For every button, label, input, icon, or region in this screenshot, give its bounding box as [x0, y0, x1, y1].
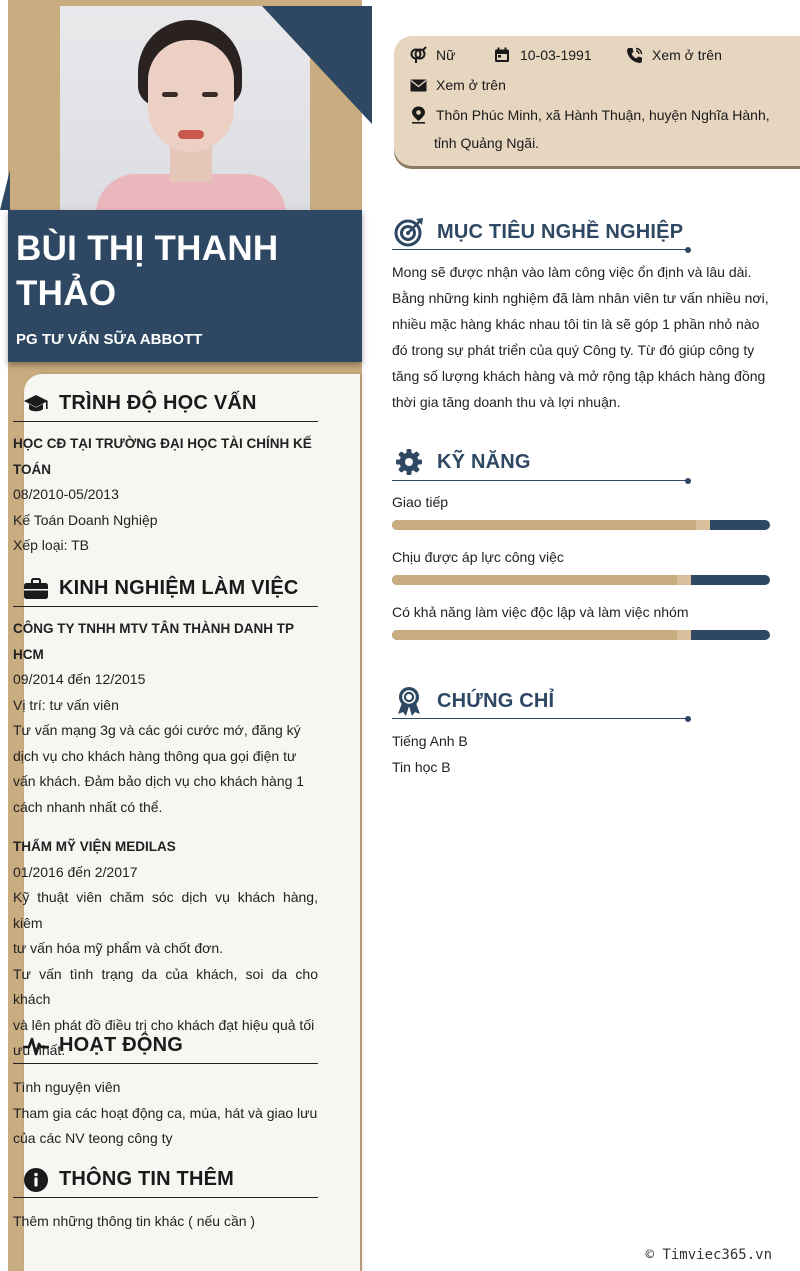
graduation-cap-icon: [21, 389, 51, 419]
activity-line: Tham gia các hoạt động ca, múa, hát và giao lưu: [13, 1104, 318, 1121]
skill-bar-fill: [392, 520, 706, 530]
education-header: [13, 386, 318, 422]
birthday-value: 10-03-1991: [520, 47, 592, 63]
job-desc-line: vấn khách. Đảm bảo dịch vụ cho khách hàng 1: [13, 773, 305, 789]
job-desc-line: tư vấn hóa mỹ phẩm và chốt đơn.: [13, 940, 223, 956]
more-info-body: [13, 1209, 318, 1235]
phone-value: Xem ở trên: [652, 47, 722, 63]
info-icon: [21, 1165, 51, 1195]
footer-copyright: © Timviec365.vn: [645, 1247, 772, 1263]
address-line2: tỉnh Quảng Ngãi.: [434, 135, 540, 151]
skills-divider: [392, 480, 688, 481]
contact-address: [408, 105, 770, 125]
award-icon: [392, 684, 426, 718]
objective-header: [392, 215, 692, 249]
contact-birthday: [492, 45, 592, 65]
education-period: 08/2010-05/2013: [13, 486, 119, 502]
skill-bar: [392, 575, 770, 585]
photo-corner-ribbon: [262, 6, 372, 124]
activity-line: của các NV teong công ty: [13, 1130, 173, 1146]
contact-address-cont: [434, 135, 539, 151]
activities-header: [13, 1028, 318, 1064]
job-position: Vị trí: tư vấn viên: [13, 696, 119, 713]
skill-label: Có khả năng làm việc độc lập và làm việc nhóm: [392, 604, 689, 620]
education-body: [13, 431, 318, 559]
skill-bar-fill: [392, 575, 687, 585]
pulse-icon: [21, 1031, 51, 1061]
skills-header: [392, 445, 692, 479]
certificate-item: Tin học B: [392, 759, 451, 775]
phone-icon: [624, 45, 644, 65]
education-title: TRÌNH ĐỘ HỌC VẤN: [59, 392, 257, 414]
name-header: [8, 210, 362, 362]
job-desc-line: Kỹ thuật viên chăm sóc dịch vụ khách hàng, kiêm: [13, 889, 318, 931]
briefcase-icon: [21, 574, 51, 604]
activities-title: HOẠT ĐỘNG: [59, 1034, 184, 1056]
decorative-fold: [0, 170, 10, 210]
certificate-item: Tiếng Anh B: [392, 733, 468, 749]
more-info-title: THÔNG TIN THÊM: [59, 1168, 235, 1190]
address-line1: Thôn Phúc Minh, xã Hành Thuận, huyện Nghĩa Hành,: [436, 107, 770, 123]
education-grade: Xếp loại: TB: [13, 537, 90, 553]
skill-label: Chịu được áp lực công việc: [392, 549, 564, 565]
objective-line: thời gia tăng doanh thu và lợi nhuận.: [392, 394, 621, 410]
gear-icon: [392, 445, 426, 479]
objective-line: Mong sẽ được nhận vào làm công việc ổn định và lâu dài.: [392, 264, 752, 280]
gender-icon: [408, 45, 428, 65]
envelope-icon: [408, 75, 428, 95]
experience-body: [13, 616, 318, 1064]
skills-title: KỸ NĂNG: [437, 450, 531, 473]
full-name-line2: THẢO: [16, 274, 117, 313]
skill-bar: [392, 630, 770, 640]
school-name-line1: HỌC CĐ TẠI TRƯỜNG ĐẠI HỌC TÀI CHÍNH KẾ: [13, 436, 312, 451]
target-icon: [392, 215, 426, 249]
objective-text: [392, 259, 770, 415]
skill-bar-knob: [677, 630, 691, 640]
certificates-header: [392, 684, 692, 718]
job-desc-line: Tư vấn mạng 3g và các gói cước mớ, đăng ký: [13, 722, 301, 738]
calendar-icon: [492, 45, 512, 65]
job-desc-line: dịch vụ cho khách hàng thông qua gọi điện tư: [13, 747, 297, 764]
more-info-section: [13, 1162, 318, 1235]
job-desc-line: ưu nhất.: [13, 1042, 66, 1058]
experience-header: [13, 571, 318, 607]
job-desc-line: Tư vấn tình trạng da của khách, soi da cho khách: [13, 965, 318, 1007]
objective-line: đó trong sự phát triển của quý Công ty. Từ đó giúp công ty: [392, 342, 755, 358]
experience-title: KINH NGHIỆM LÀM VIỆC: [59, 577, 299, 599]
objective-divider: [392, 249, 688, 250]
education-major: Kế Toán Doanh Nghiệp: [13, 511, 158, 528]
certificates-list: [392, 728, 770, 780]
objective-line: Bằng những kinh nghiệm đã làm nhân viên tư vấn nhiều nơi,: [392, 290, 769, 306]
activities-section: [13, 1028, 318, 1152]
activities-body: [13, 1075, 318, 1152]
certificates-divider: [392, 718, 688, 719]
contact-card: [394, 36, 800, 166]
job-title: PG TƯ VẤN SỮA ABBOTT: [16, 331, 203, 348]
skill-bar: [392, 520, 770, 530]
company-name-line2: HCM: [13, 646, 44, 662]
more-info-header: [13, 1162, 318, 1198]
job-desc-line: cách nhanh nhất có thể.: [13, 798, 163, 815]
map-pin-icon: [408, 105, 428, 125]
objective-line: nhiều mặc hàng khác nhau tôi tin là sẽ góp 1 phần nhỏ nào: [392, 316, 760, 332]
job-period: 01/2016 đến 2/2017: [13, 863, 138, 880]
skill-bar-fill: [392, 630, 687, 640]
skill-bar-knob: [677, 575, 691, 585]
full-name-line1: BÙI THỊ THANH: [16, 229, 279, 268]
experience-section: [13, 571, 318, 1064]
gender-value: Nữ: [436, 47, 456, 63]
contact-phone: [624, 45, 722, 65]
company-name-line1: THẨM MỸ VIỆN MEDILAS: [13, 839, 176, 854]
objective-line: tăng số lượng khách hàng và mở rộng tập khách hàng đồng: [392, 368, 766, 384]
email-value: Xem ở trên: [436, 77, 506, 93]
education-section: [13, 386, 318, 559]
job-period: 09/2014 đến 12/2015: [13, 671, 146, 687]
job-item: [13, 616, 318, 820]
contact-gender: [408, 45, 455, 65]
activity-line: Tình nguyện viên: [13, 1079, 121, 1095]
job-desc-line: và lên phát đồ điều trị cho khách đạt hiệu quả tối: [13, 1016, 315, 1033]
school-name-line2: TOÁN: [13, 461, 52, 477]
skill-bar-knob: [696, 520, 710, 530]
skill-label: Giao tiếp: [392, 494, 449, 510]
certificates-title: CHỨNG CHỈ: [437, 689, 555, 712]
company-name-line1: CÔNG TY TNHH MTV TÂN THÀNH DANH TP: [13, 621, 294, 636]
objective-title: MỤC TIÊU NGHỀ NGHIỆP: [437, 220, 684, 243]
contact-email: [408, 75, 506, 95]
more-info-text: Thêm những thông tin khác ( nếu cần ): [13, 1213, 256, 1229]
